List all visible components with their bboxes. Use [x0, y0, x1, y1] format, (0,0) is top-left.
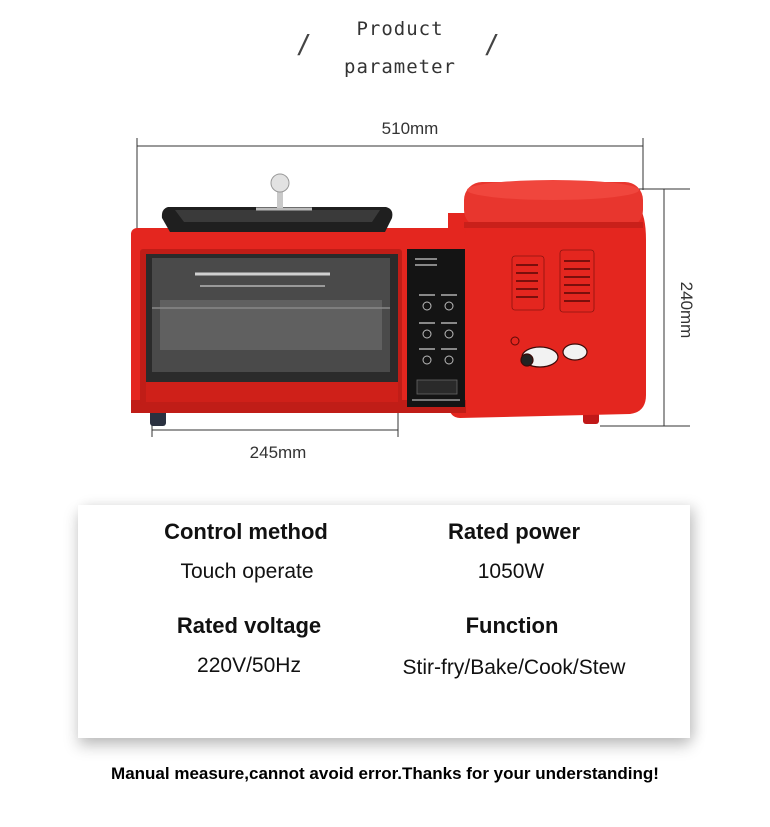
- control-method-label: Control method: [164, 519, 328, 544]
- rated-power-label: Rated power: [447, 519, 581, 544]
- decorative-slash-right: /: [484, 30, 500, 60]
- oven-width-dimension-line: [152, 410, 398, 437]
- function-value: Stir-fry/Bake/Cook/Stew: [402, 656, 626, 679]
- disclaimer-note: Manual measure,cannot avoid error.Thanks for your understanding!: [111, 764, 659, 783]
- page-title-line1: Product: [356, 18, 444, 40]
- decorative-slash-left: /: [296, 30, 312, 60]
- rated-power-value: 1050W: [477, 560, 545, 583]
- lid-knob: [271, 174, 289, 192]
- function-label: Function: [465, 613, 559, 638]
- width-dimension-label: 510mm: [381, 119, 439, 138]
- oven-width-dimension-label: 245mm: [249, 443, 307, 462]
- page-title-line2: parameter: [344, 56, 456, 78]
- digital-display: [417, 380, 457, 394]
- control-method-value: Touch operate: [180, 560, 314, 583]
- height-dimension-label: 240mm: [677, 281, 696, 339]
- rice-cooker-body: [448, 205, 646, 418]
- rated-voltage-label: Rated voltage: [176, 613, 322, 638]
- rated-voltage-value: 220V/50Hz: [197, 654, 301, 677]
